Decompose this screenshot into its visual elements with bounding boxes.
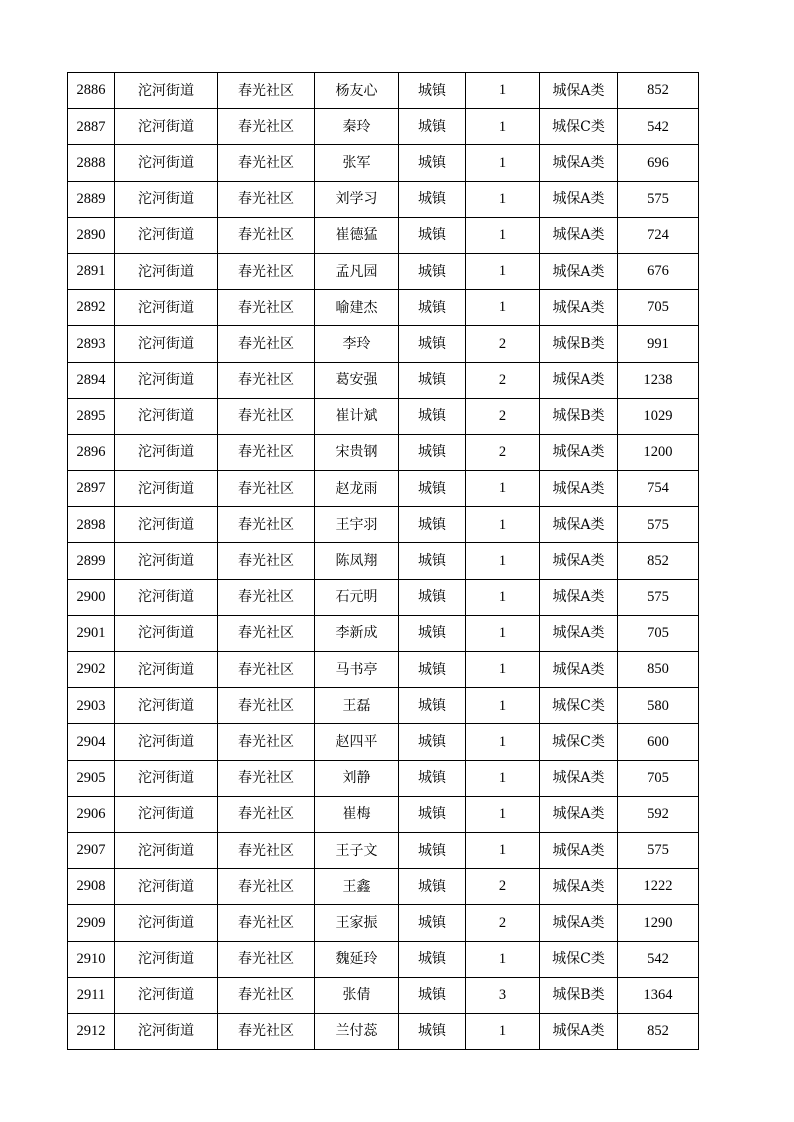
household-size-cell: 1 xyxy=(466,941,540,977)
person-name-cell: 李新成 xyxy=(315,615,399,651)
table-row xyxy=(68,253,699,289)
area-type-cell: 城镇 xyxy=(399,507,466,543)
person-name-cell: 杨友心 xyxy=(315,73,399,109)
community-cell: 春光社区 xyxy=(218,434,315,470)
community-cell: 春光社区 xyxy=(218,1013,315,1049)
amount-cell: 600 xyxy=(618,724,699,760)
insurance-category-cell: 城保A类 xyxy=(540,145,618,181)
insurance-category-cell: 城保A类 xyxy=(540,73,618,109)
household-size-cell: 1 xyxy=(466,109,540,145)
insurance-category-cell: 城保A类 xyxy=(540,796,618,832)
household-size-cell: 2 xyxy=(466,434,540,470)
area-type-cell: 城镇 xyxy=(399,615,466,651)
person-name-cell: 马书亭 xyxy=(315,652,399,688)
amount-cell: 705 xyxy=(618,615,699,651)
area-type-cell: 城镇 xyxy=(399,73,466,109)
community-cell: 春光社区 xyxy=(218,977,315,1013)
subdistrict-cell: 沱河街道 xyxy=(115,434,218,470)
person-name-cell: 刘静 xyxy=(315,760,399,796)
record-number-cell: 2890 xyxy=(68,217,115,253)
area-type-cell: 城镇 xyxy=(399,434,466,470)
area-type-cell: 城镇 xyxy=(399,543,466,579)
community-cell: 春光社区 xyxy=(218,326,315,362)
person-name-cell: 王家振 xyxy=(315,905,399,941)
subdistrict-cell: 沱河街道 xyxy=(115,326,218,362)
subdistrict-cell: 沱河街道 xyxy=(115,362,218,398)
record-number-cell: 2887 xyxy=(68,109,115,145)
subdistrict-cell: 沱河街道 xyxy=(115,181,218,217)
amount-cell: 852 xyxy=(618,543,699,579)
household-size-cell: 2 xyxy=(466,869,540,905)
subdistrict-cell: 沱河街道 xyxy=(115,688,218,724)
community-cell: 春光社区 xyxy=(218,796,315,832)
household-size-cell: 1 xyxy=(466,832,540,868)
person-name-cell: 崔梅 xyxy=(315,796,399,832)
person-name-cell: 崔德猛 xyxy=(315,217,399,253)
amount-cell: 705 xyxy=(618,290,699,326)
community-cell: 春光社区 xyxy=(218,471,315,507)
area-type-cell: 城镇 xyxy=(399,724,466,760)
area-type-cell: 城镇 xyxy=(399,941,466,977)
record-number-cell: 2904 xyxy=(68,724,115,760)
subdistrict-cell: 沱河街道 xyxy=(115,724,218,760)
amount-cell: 852 xyxy=(618,73,699,109)
table-row xyxy=(68,1013,699,1049)
community-cell: 春光社区 xyxy=(218,253,315,289)
table-row xyxy=(68,434,699,470)
amount-cell: 676 xyxy=(618,253,699,289)
table-row xyxy=(68,724,699,760)
household-size-cell: 1 xyxy=(466,290,540,326)
insurance-category-cell: 城保C类 xyxy=(540,724,618,760)
community-cell: 春光社区 xyxy=(218,109,315,145)
amount-cell: 580 xyxy=(618,688,699,724)
subdistrict-cell: 沱河街道 xyxy=(115,832,218,868)
person-name-cell: 孟凡园 xyxy=(315,253,399,289)
person-name-cell: 张军 xyxy=(315,145,399,181)
subdistrict-cell: 沱河街道 xyxy=(115,398,218,434)
community-cell: 春光社区 xyxy=(218,905,315,941)
subdistrict-cell: 沱河街道 xyxy=(115,652,218,688)
amount-cell: 696 xyxy=(618,145,699,181)
area-type-cell: 城镇 xyxy=(399,760,466,796)
community-cell: 春光社区 xyxy=(218,688,315,724)
insurance-category-cell: 城保A类 xyxy=(540,832,618,868)
table-row xyxy=(68,615,699,651)
insurance-category-cell: 城保B类 xyxy=(540,977,618,1013)
table-row xyxy=(68,471,699,507)
insurance-category-cell: 城保B类 xyxy=(540,326,618,362)
table-row xyxy=(68,73,699,109)
subdistrict-cell: 沱河街道 xyxy=(115,543,218,579)
community-cell: 春光社区 xyxy=(218,145,315,181)
household-size-cell: 1 xyxy=(466,1013,540,1049)
table-body xyxy=(68,73,699,1050)
table-row xyxy=(68,579,699,615)
household-size-cell: 2 xyxy=(466,326,540,362)
area-type-cell: 城镇 xyxy=(399,869,466,905)
community-cell: 春光社区 xyxy=(218,181,315,217)
community-cell: 春光社区 xyxy=(218,652,315,688)
insurance-category-cell: 城保A类 xyxy=(540,362,618,398)
subdistrict-cell: 沱河街道 xyxy=(115,579,218,615)
amount-cell: 592 xyxy=(618,796,699,832)
record-number-cell: 2898 xyxy=(68,507,115,543)
table-row xyxy=(68,362,699,398)
community-cell: 春光社区 xyxy=(218,290,315,326)
household-size-cell: 2 xyxy=(466,362,540,398)
insurance-category-cell: 城保A类 xyxy=(540,652,618,688)
community-cell: 春光社区 xyxy=(218,724,315,760)
household-size-cell: 1 xyxy=(466,688,540,724)
record-number-cell: 2892 xyxy=(68,290,115,326)
amount-cell: 1222 xyxy=(618,869,699,905)
household-size-cell: 1 xyxy=(466,217,540,253)
community-cell: 春光社区 xyxy=(218,615,315,651)
amount-cell: 542 xyxy=(618,109,699,145)
insurance-category-cell: 城保A类 xyxy=(540,760,618,796)
subdistrict-cell: 沱河街道 xyxy=(115,253,218,289)
amount-cell: 1290 xyxy=(618,905,699,941)
table-row xyxy=(68,652,699,688)
person-name-cell: 赵四平 xyxy=(315,724,399,760)
area-type-cell: 城镇 xyxy=(399,977,466,1013)
amount-cell: 1238 xyxy=(618,362,699,398)
community-cell: 春光社区 xyxy=(218,217,315,253)
community-cell: 春光社区 xyxy=(218,832,315,868)
community-cell: 春光社区 xyxy=(218,73,315,109)
area-type-cell: 城镇 xyxy=(399,471,466,507)
subdistrict-cell: 沱河街道 xyxy=(115,73,218,109)
area-type-cell: 城镇 xyxy=(399,1013,466,1049)
amount-cell: 575 xyxy=(618,181,699,217)
amount-cell: 575 xyxy=(618,507,699,543)
table-row xyxy=(68,760,699,796)
record-number-cell: 2909 xyxy=(68,905,115,941)
area-type-cell: 城镇 xyxy=(399,832,466,868)
insurance-category-cell: 城保C类 xyxy=(540,688,618,724)
amount-cell: 852 xyxy=(618,1013,699,1049)
amount-cell: 1200 xyxy=(618,434,699,470)
table-row xyxy=(68,796,699,832)
amount-cell: 542 xyxy=(618,941,699,977)
table-row xyxy=(68,869,699,905)
record-number-cell: 2888 xyxy=(68,145,115,181)
record-number-cell: 2910 xyxy=(68,941,115,977)
table-row xyxy=(68,109,699,145)
area-type-cell: 城镇 xyxy=(399,326,466,362)
record-number-cell: 2893 xyxy=(68,326,115,362)
household-size-cell: 2 xyxy=(466,905,540,941)
household-size-cell: 1 xyxy=(466,145,540,181)
household-size-cell: 1 xyxy=(466,724,540,760)
insurance-category-cell: 城保A类 xyxy=(540,869,618,905)
community-cell: 春光社区 xyxy=(218,398,315,434)
table-row xyxy=(68,543,699,579)
area-type-cell: 城镇 xyxy=(399,796,466,832)
area-type-cell: 城镇 xyxy=(399,905,466,941)
person-name-cell: 喻建杰 xyxy=(315,290,399,326)
household-size-cell: 1 xyxy=(466,73,540,109)
subdistrict-cell: 沱河街道 xyxy=(115,905,218,941)
table-row xyxy=(68,941,699,977)
record-number-cell: 2897 xyxy=(68,471,115,507)
amount-cell: 705 xyxy=(618,760,699,796)
table-row xyxy=(68,145,699,181)
area-type-cell: 城镇 xyxy=(399,688,466,724)
amount-cell: 850 xyxy=(618,652,699,688)
amount-cell: 1364 xyxy=(618,977,699,1013)
insurance-category-cell: 城保A类 xyxy=(540,579,618,615)
community-cell: 春光社区 xyxy=(218,579,315,615)
subdistrict-cell: 沱河街道 xyxy=(115,290,218,326)
household-size-cell: 1 xyxy=(466,652,540,688)
record-number-cell: 2901 xyxy=(68,615,115,651)
insurance-category-cell: 城保A类 xyxy=(540,217,618,253)
community-cell: 春光社区 xyxy=(218,507,315,543)
insurance-category-cell: 城保A类 xyxy=(540,471,618,507)
table-row xyxy=(68,977,699,1013)
subdistrict-cell: 沱河街道 xyxy=(115,796,218,832)
area-type-cell: 城镇 xyxy=(399,145,466,181)
person-name-cell: 王鑫 xyxy=(315,869,399,905)
insurance-category-cell: 城保C类 xyxy=(540,109,618,145)
household-size-cell: 1 xyxy=(466,181,540,217)
subdistrict-cell: 沱河街道 xyxy=(115,109,218,145)
subdistrict-cell: 沱河街道 xyxy=(115,869,218,905)
record-number-cell: 2905 xyxy=(68,760,115,796)
household-size-cell: 1 xyxy=(466,543,540,579)
insurance-category-cell: 城保B类 xyxy=(540,398,618,434)
table-row xyxy=(68,688,699,724)
amount-cell: 1029 xyxy=(618,398,699,434)
insurance-category-cell: 城保A类 xyxy=(540,615,618,651)
area-type-cell: 城镇 xyxy=(399,579,466,615)
person-name-cell: 李玲 xyxy=(315,326,399,362)
person-name-cell: 刘学习 xyxy=(315,181,399,217)
person-name-cell: 王磊 xyxy=(315,688,399,724)
person-name-cell: 葛安强 xyxy=(315,362,399,398)
record-number-cell: 2907 xyxy=(68,832,115,868)
record-number-cell: 2899 xyxy=(68,543,115,579)
area-type-cell: 城镇 xyxy=(399,290,466,326)
community-cell: 春光社区 xyxy=(218,869,315,905)
record-number-cell: 2912 xyxy=(68,1013,115,1049)
amount-cell: 575 xyxy=(618,832,699,868)
person-name-cell: 王宇羽 xyxy=(315,507,399,543)
insurance-category-cell: 城保A类 xyxy=(540,543,618,579)
insurance-category-cell: 城保A类 xyxy=(540,507,618,543)
area-type-cell: 城镇 xyxy=(399,217,466,253)
record-number-cell: 2886 xyxy=(68,73,115,109)
community-cell: 春光社区 xyxy=(218,760,315,796)
amount-cell: 754 xyxy=(618,471,699,507)
subdistrict-cell: 沱河街道 xyxy=(115,760,218,796)
household-size-cell: 1 xyxy=(466,507,540,543)
person-name-cell: 张倩 xyxy=(315,977,399,1013)
insurance-category-cell: 城保A类 xyxy=(540,905,618,941)
insurance-category-cell: 城保C类 xyxy=(540,941,618,977)
assistance-roster-table xyxy=(67,72,699,1050)
record-number-cell: 2903 xyxy=(68,688,115,724)
amount-cell: 991 xyxy=(618,326,699,362)
person-name-cell: 王子文 xyxy=(315,832,399,868)
person-name-cell: 陈凤翔 xyxy=(315,543,399,579)
record-number-cell: 2894 xyxy=(68,362,115,398)
record-number-cell: 2891 xyxy=(68,253,115,289)
person-name-cell: 崔计斌 xyxy=(315,398,399,434)
person-name-cell: 秦玲 xyxy=(315,109,399,145)
table-row xyxy=(68,398,699,434)
insurance-category-cell: 城保A类 xyxy=(540,1013,618,1049)
household-size-cell: 1 xyxy=(466,579,540,615)
amount-cell: 575 xyxy=(618,579,699,615)
record-number-cell: 2900 xyxy=(68,579,115,615)
area-type-cell: 城镇 xyxy=(399,362,466,398)
area-type-cell: 城镇 xyxy=(399,109,466,145)
table-row xyxy=(68,507,699,543)
person-name-cell: 兰付蕊 xyxy=(315,1013,399,1049)
subdistrict-cell: 沱河街道 xyxy=(115,977,218,1013)
subdistrict-cell: 沱河街道 xyxy=(115,145,218,181)
subdistrict-cell: 沱河街道 xyxy=(115,941,218,977)
table-row xyxy=(68,181,699,217)
table-row xyxy=(68,290,699,326)
person-name-cell: 魏延玲 xyxy=(315,941,399,977)
community-cell: 春光社区 xyxy=(218,362,315,398)
table-row xyxy=(68,326,699,362)
household-size-cell: 1 xyxy=(466,471,540,507)
insurance-category-cell: 城保A类 xyxy=(540,290,618,326)
insurance-category-cell: 城保A类 xyxy=(540,434,618,470)
community-cell: 春光社区 xyxy=(218,543,315,579)
table-row xyxy=(68,217,699,253)
record-number-cell: 2896 xyxy=(68,434,115,470)
person-name-cell: 赵龙雨 xyxy=(315,471,399,507)
subdistrict-cell: 沱河街道 xyxy=(115,615,218,651)
record-number-cell: 2908 xyxy=(68,869,115,905)
person-name-cell: 宋贵钢 xyxy=(315,434,399,470)
subdistrict-cell: 沱河街道 xyxy=(115,507,218,543)
subdistrict-cell: 沱河街道 xyxy=(115,1013,218,1049)
record-number-cell: 2911 xyxy=(68,977,115,1013)
household-size-cell: 2 xyxy=(466,398,540,434)
household-size-cell: 1 xyxy=(466,253,540,289)
household-size-cell: 1 xyxy=(466,760,540,796)
table-row xyxy=(68,905,699,941)
person-name-cell: 石元明 xyxy=(315,579,399,615)
household-size-cell: 1 xyxy=(466,615,540,651)
record-number-cell: 2902 xyxy=(68,652,115,688)
community-cell: 春光社区 xyxy=(218,941,315,977)
subdistrict-cell: 沱河街道 xyxy=(115,471,218,507)
insurance-category-cell: 城保A类 xyxy=(540,253,618,289)
record-number-cell: 2895 xyxy=(68,398,115,434)
household-size-cell: 3 xyxy=(466,977,540,1013)
area-type-cell: 城镇 xyxy=(399,652,466,688)
household-size-cell: 1 xyxy=(466,796,540,832)
table-row xyxy=(68,832,699,868)
area-type-cell: 城镇 xyxy=(399,253,466,289)
amount-cell: 724 xyxy=(618,217,699,253)
record-number-cell: 2906 xyxy=(68,796,115,832)
area-type-cell: 城镇 xyxy=(399,181,466,217)
record-number-cell: 2889 xyxy=(68,181,115,217)
insurance-category-cell: 城保A类 xyxy=(540,181,618,217)
area-type-cell: 城镇 xyxy=(399,398,466,434)
subdistrict-cell: 沱河街道 xyxy=(115,217,218,253)
